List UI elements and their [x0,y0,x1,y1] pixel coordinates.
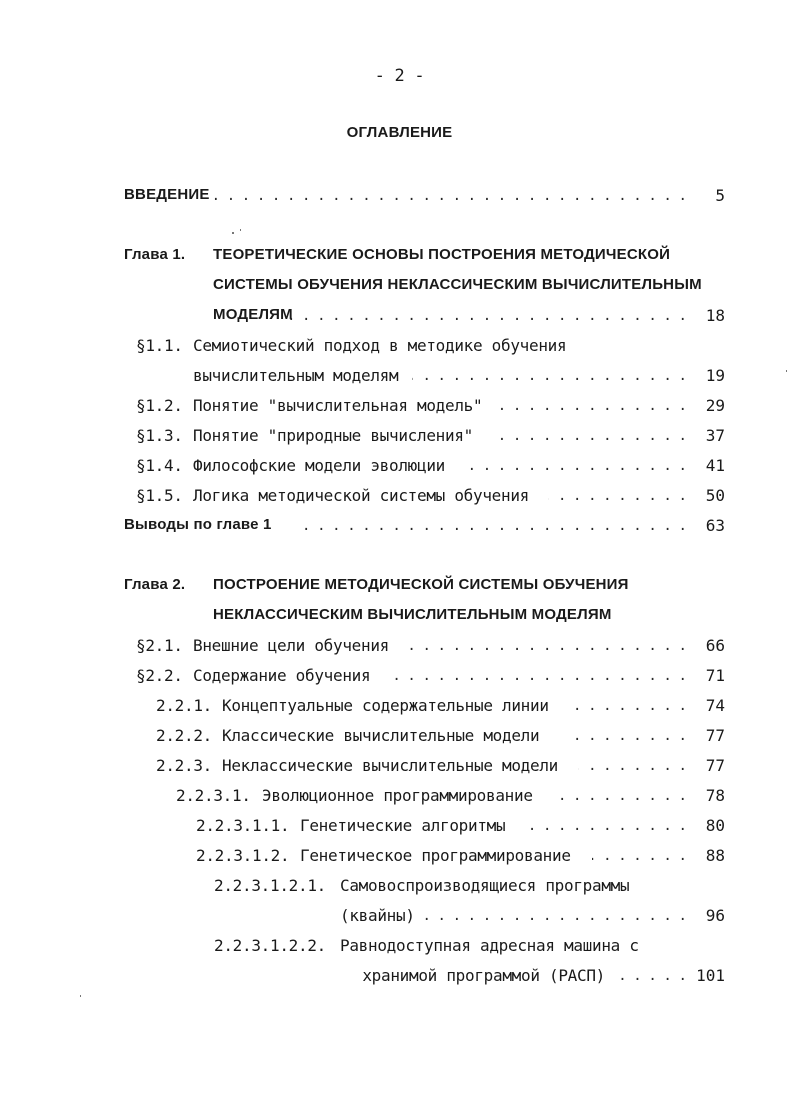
leader-dots [386,668,686,686]
section-2-1-page: 66 [705,636,725,655]
section-2-2-3-1-2-1-title-line1: Самовоспроизводящиеся программы [340,876,630,895]
section-2-2-3-1-1-page: 80 [705,816,725,835]
chapter-2-title-line2: НЕКЛАССИЧЕСКИМ ВЫЧИСЛИТЕЛЬНЫМ МОДЕЛЯМ [213,606,612,623]
section-2-2-3-1-2-1-number: 2.2.3.1.2.1. [214,876,326,895]
chapter-2-prefix: Глава 2. [124,576,186,593]
section-1-4-number: §1.4. [136,456,183,475]
leader-dots [566,698,686,716]
section-1-3-page: 37 [705,426,725,445]
section-2-2-3-page: 77 [705,756,725,775]
section-2-2-page: 71 [705,666,725,685]
section-2-2-3-1-2-2-title-line1: Равнодоступная адресная машина с [340,936,639,955]
section-2-2-2-number: 2.2.2. [156,726,212,745]
section-2-1-number: §2.1. [136,636,183,655]
chapter-1-page: 18 [705,306,725,325]
section-1-1-number: §1.1. [136,336,183,355]
section-1-2-page: 29 [705,396,725,415]
chapter-2-title-line1: ПОСТРОЕНИЕ МЕТОДИЧЕСКОЙ СИСТЕМЫ ОБУЧЕНИЯ [213,576,629,593]
leader-dots [404,638,686,656]
chapter-1-title-line3: МОДЕЛЯМ [213,306,293,323]
leader-dots [552,788,686,806]
leader-dots [296,518,686,536]
section-2-2-3-1-1-title: Генетические алгоритмы [300,816,506,835]
chapter-1-title-line1: ТЕОРЕТИЧЕСКИЕ ОСНОВЫ ПОСТРОЕНИЯ МЕТОДИЧЕСКОЙ [213,246,671,263]
section-2-2-number: §2.2. [136,666,183,685]
section-2-2-2-title: Классические вычислительные модели [222,726,540,745]
section-1-5-title: Логика методической системы обучения [193,486,529,505]
section-2-2-1-title: Концептуальные содержательные линии [222,696,549,715]
chapter-1-title-line2: СИСТЕМЫ ОБУЧЕНИЯ НЕКЛАССИЧЕСКИМ ВЫЧИСЛИТЕЛЬНЫМ [213,276,702,293]
chapter-1-prefix: Глава 1. [124,246,186,263]
section-1-4-title: Философские модели эволюции [193,456,445,475]
section-2-2-2-page: 77 [705,726,725,745]
scan-speck [80,995,81,997]
chapter-1-conclusions-page: 63 [705,516,725,535]
section-1-2-number: §1.2. [136,396,183,415]
leader-dots [578,758,686,776]
scan-speck [232,232,234,234]
section-2-2-3-1-2-1-title-line2: (квайны) [340,906,415,925]
section-2-2-3-1-2-1-page: 96 [705,906,725,925]
leader-dots [564,728,686,746]
section-2-2-3-1-2-2-page: 101 [696,966,725,985]
leader-dots [610,968,686,986]
section-2-2-3-title: Неклассические вычислительные модели [222,756,558,775]
section-2-2-3-1-page: 78 [705,786,725,805]
leader-dots [522,818,686,836]
section-2-2-1-page: 74 [705,696,725,715]
toc-intro-page: 5 [715,186,725,205]
section-1-3-number: §1.3. [136,426,183,445]
section-2-2-3-1-2-title: Генетическое программирование [300,846,571,865]
section-2-2-3-number: 2.2.3. [156,756,212,775]
leader-dots [548,488,686,506]
section-1-1-page: 19 [705,366,725,385]
section-1-5-page: 50 [705,486,725,505]
leader-dots [492,428,686,446]
section-2-2-3-1-number: 2.2.3.1. [176,786,251,805]
section-1-4-page: 41 [705,456,725,475]
section-2-2-3-1-2-2-title-line2: хранимой программой (РАСП) [362,966,605,985]
section-2-2-3-1-2-2-number: 2.2.3.1.2.2. [214,936,326,955]
section-2-1-title: Внешние цели обучения [193,636,389,655]
section-1-5-number: §1.5. [136,486,183,505]
leader-dots [290,308,686,326]
scan-speck [786,370,787,372]
section-1-1-title-line2: вычислительным моделям [193,366,399,385]
section-2-2-1-number: 2.2.1. [156,696,212,715]
leader-dots [500,398,686,416]
section-1-1-title-line1: Семиотический подход в методике обучения [193,336,567,355]
leader-dots [462,458,686,476]
section-1-3-title: Понятие "природные вычисления" [193,426,473,445]
section-2-2-title: Содержание обучения [193,666,371,685]
section-2-2-3-1-2-page: 88 [705,846,725,865]
leader-dots [424,908,686,926]
scan-speck [240,229,241,231]
section-2-2-3-1-title: Эволюционное программирование [262,786,533,805]
section-1-2-title: Понятие "вычислительная модель" [193,396,483,415]
leader-dots [412,368,686,386]
leader-dots [592,848,686,866]
leader-dots [208,188,686,206]
toc-title: ОГЛАВЛЕНИЕ [346,124,453,141]
page-number: - 2 - [374,66,425,86]
chapter-1-conclusions: Выводы по главе 1 [124,516,272,533]
toc-intro-label: ВВЕДЕНИЕ [124,186,210,203]
section-2-2-3-1-2-number: 2.2.3.1.2. [196,846,290,865]
section-2-2-3-1-1-number: 2.2.3.1.1. [196,816,290,835]
